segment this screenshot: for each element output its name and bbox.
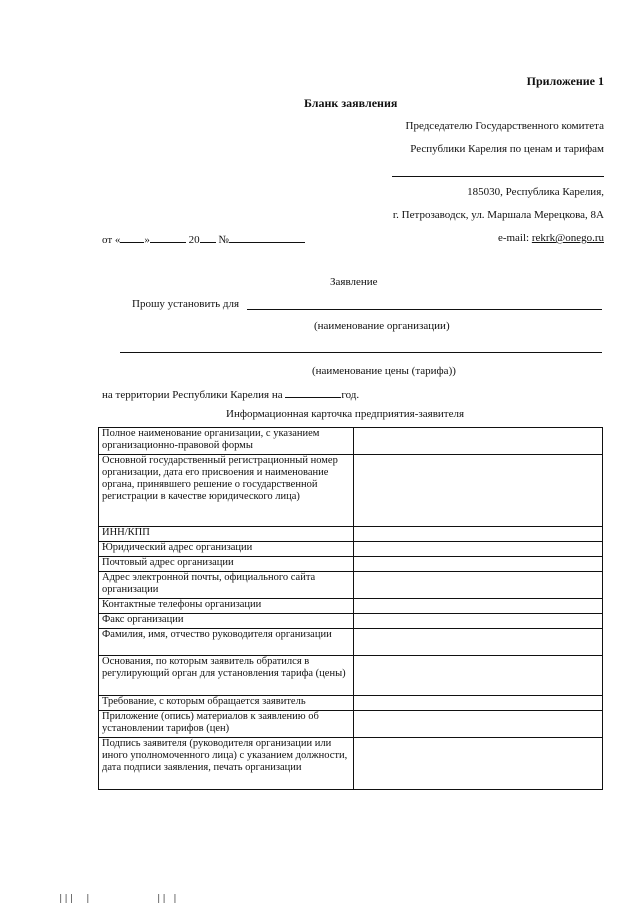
card-title: Информационная карточка предприятия-заявителя xyxy=(226,408,465,420)
row-label: Контактные телефоны организации xyxy=(99,599,354,614)
table-row xyxy=(99,572,603,599)
table-row xyxy=(99,696,603,711)
row-value-cell[interactable] xyxy=(354,542,603,557)
table-row xyxy=(99,629,603,656)
row-label: Основной государственный регистрационный номер организации, дата его присвоения и наименование органа, принявшего решение о государственной регистрации в качестве юридического лица) xyxy=(99,455,354,527)
row-value-cell[interactable] xyxy=(354,599,603,614)
table-row xyxy=(99,455,603,527)
row-value-cell[interactable] xyxy=(354,557,603,572)
row-label: Адрес электронной почты, официального сайта организации xyxy=(99,572,354,599)
row-label: ИНН/КПП xyxy=(99,527,354,542)
row-value-cell[interactable] xyxy=(354,696,603,711)
price-caption: (наименование цены (тарифа)) xyxy=(312,365,456,377)
table-row xyxy=(99,428,603,455)
row-label: Подпись заявителя (руководителя организации или иного уполномоченного лица) с указанием должности, дата подписи заявления, печать организации xyxy=(99,738,354,790)
appendix-label: Приложение 1 xyxy=(526,74,604,88)
table-row xyxy=(99,711,603,738)
statement-title: Заявление xyxy=(330,276,378,288)
table-row xyxy=(99,542,603,557)
year-period-blank xyxy=(285,387,341,398)
table-row xyxy=(99,557,603,572)
info-card-table xyxy=(98,427,603,790)
row-value-cell[interactable] xyxy=(354,428,603,455)
table-row xyxy=(99,614,603,629)
row-label: Юридический адрес организации xyxy=(99,542,354,557)
email-link[interactable]: rekrk@onego.ru xyxy=(531,232,604,244)
addressee-line-2: Республики Карелия по ценам и тарифам xyxy=(410,143,604,155)
row-label: Полное наименование организации, с указанием организационно-правовой формы xyxy=(99,428,354,455)
form-title: Бланк заявления xyxy=(304,96,398,110)
date-from-label: от « xyxy=(102,234,121,246)
request-prefix: Прошу установить для xyxy=(132,298,240,310)
row-value-cell[interactable] xyxy=(354,629,603,656)
territory-line xyxy=(102,387,359,402)
number-sign: № xyxy=(218,234,229,246)
address-line-2: г. Петрозаводск, ул. Маршала Мерецкова, 8А xyxy=(392,209,604,221)
row-value-cell[interactable] xyxy=(354,656,603,696)
row-label: Требование, с которым обращается заявитель xyxy=(99,696,354,711)
email-line xyxy=(498,232,604,245)
row-value-cell[interactable] xyxy=(354,572,603,599)
row-value-cell[interactable] xyxy=(354,527,603,542)
row-label: Приложение (опись) материалов к заявлению об установлении тарифов (цен) xyxy=(99,711,354,738)
table-row xyxy=(99,738,603,790)
territory-prefix: на территории Республики Карелия на xyxy=(102,389,283,401)
organization-name-line xyxy=(247,309,602,310)
scan-mark-right: || | xyxy=(156,894,178,904)
row-label: Фамилия, имя, отчество руководителя организации xyxy=(99,629,354,656)
day-blank xyxy=(120,232,144,243)
row-value-cell[interactable] xyxy=(354,711,603,738)
territory-suffix: год. xyxy=(341,389,360,401)
table-row xyxy=(99,656,603,696)
year-blank xyxy=(200,232,216,243)
addressee-blank-line xyxy=(392,176,604,177)
table-row xyxy=(99,599,603,614)
row-value-cell[interactable] xyxy=(354,455,603,527)
scan-mark-left: ||| | xyxy=(58,894,91,904)
address-line-1: 185030, Республика Карелия, xyxy=(467,186,604,198)
row-label: Основания, по которым заявитель обратился в регулирующий орган для установления тарифа (цены) xyxy=(99,656,354,696)
number-blank xyxy=(229,232,305,243)
row-label: Почтовый адрес организации xyxy=(99,557,354,572)
row-value-cell[interactable] xyxy=(354,614,603,629)
table-row xyxy=(99,527,603,542)
year-prefix: 20 xyxy=(188,234,200,246)
addressee-line-1: Председателю Государственного комитета xyxy=(405,120,604,132)
row-label: Факс организации xyxy=(99,614,354,629)
date-quote-close: » xyxy=(144,234,150,246)
price-name-line xyxy=(120,352,602,353)
month-blank xyxy=(150,232,186,243)
organization-caption: (наименование организации) xyxy=(314,320,450,332)
date-number-line xyxy=(102,232,305,247)
row-value-cell[interactable] xyxy=(354,738,603,790)
email-label: e-mail: xyxy=(497,232,530,244)
